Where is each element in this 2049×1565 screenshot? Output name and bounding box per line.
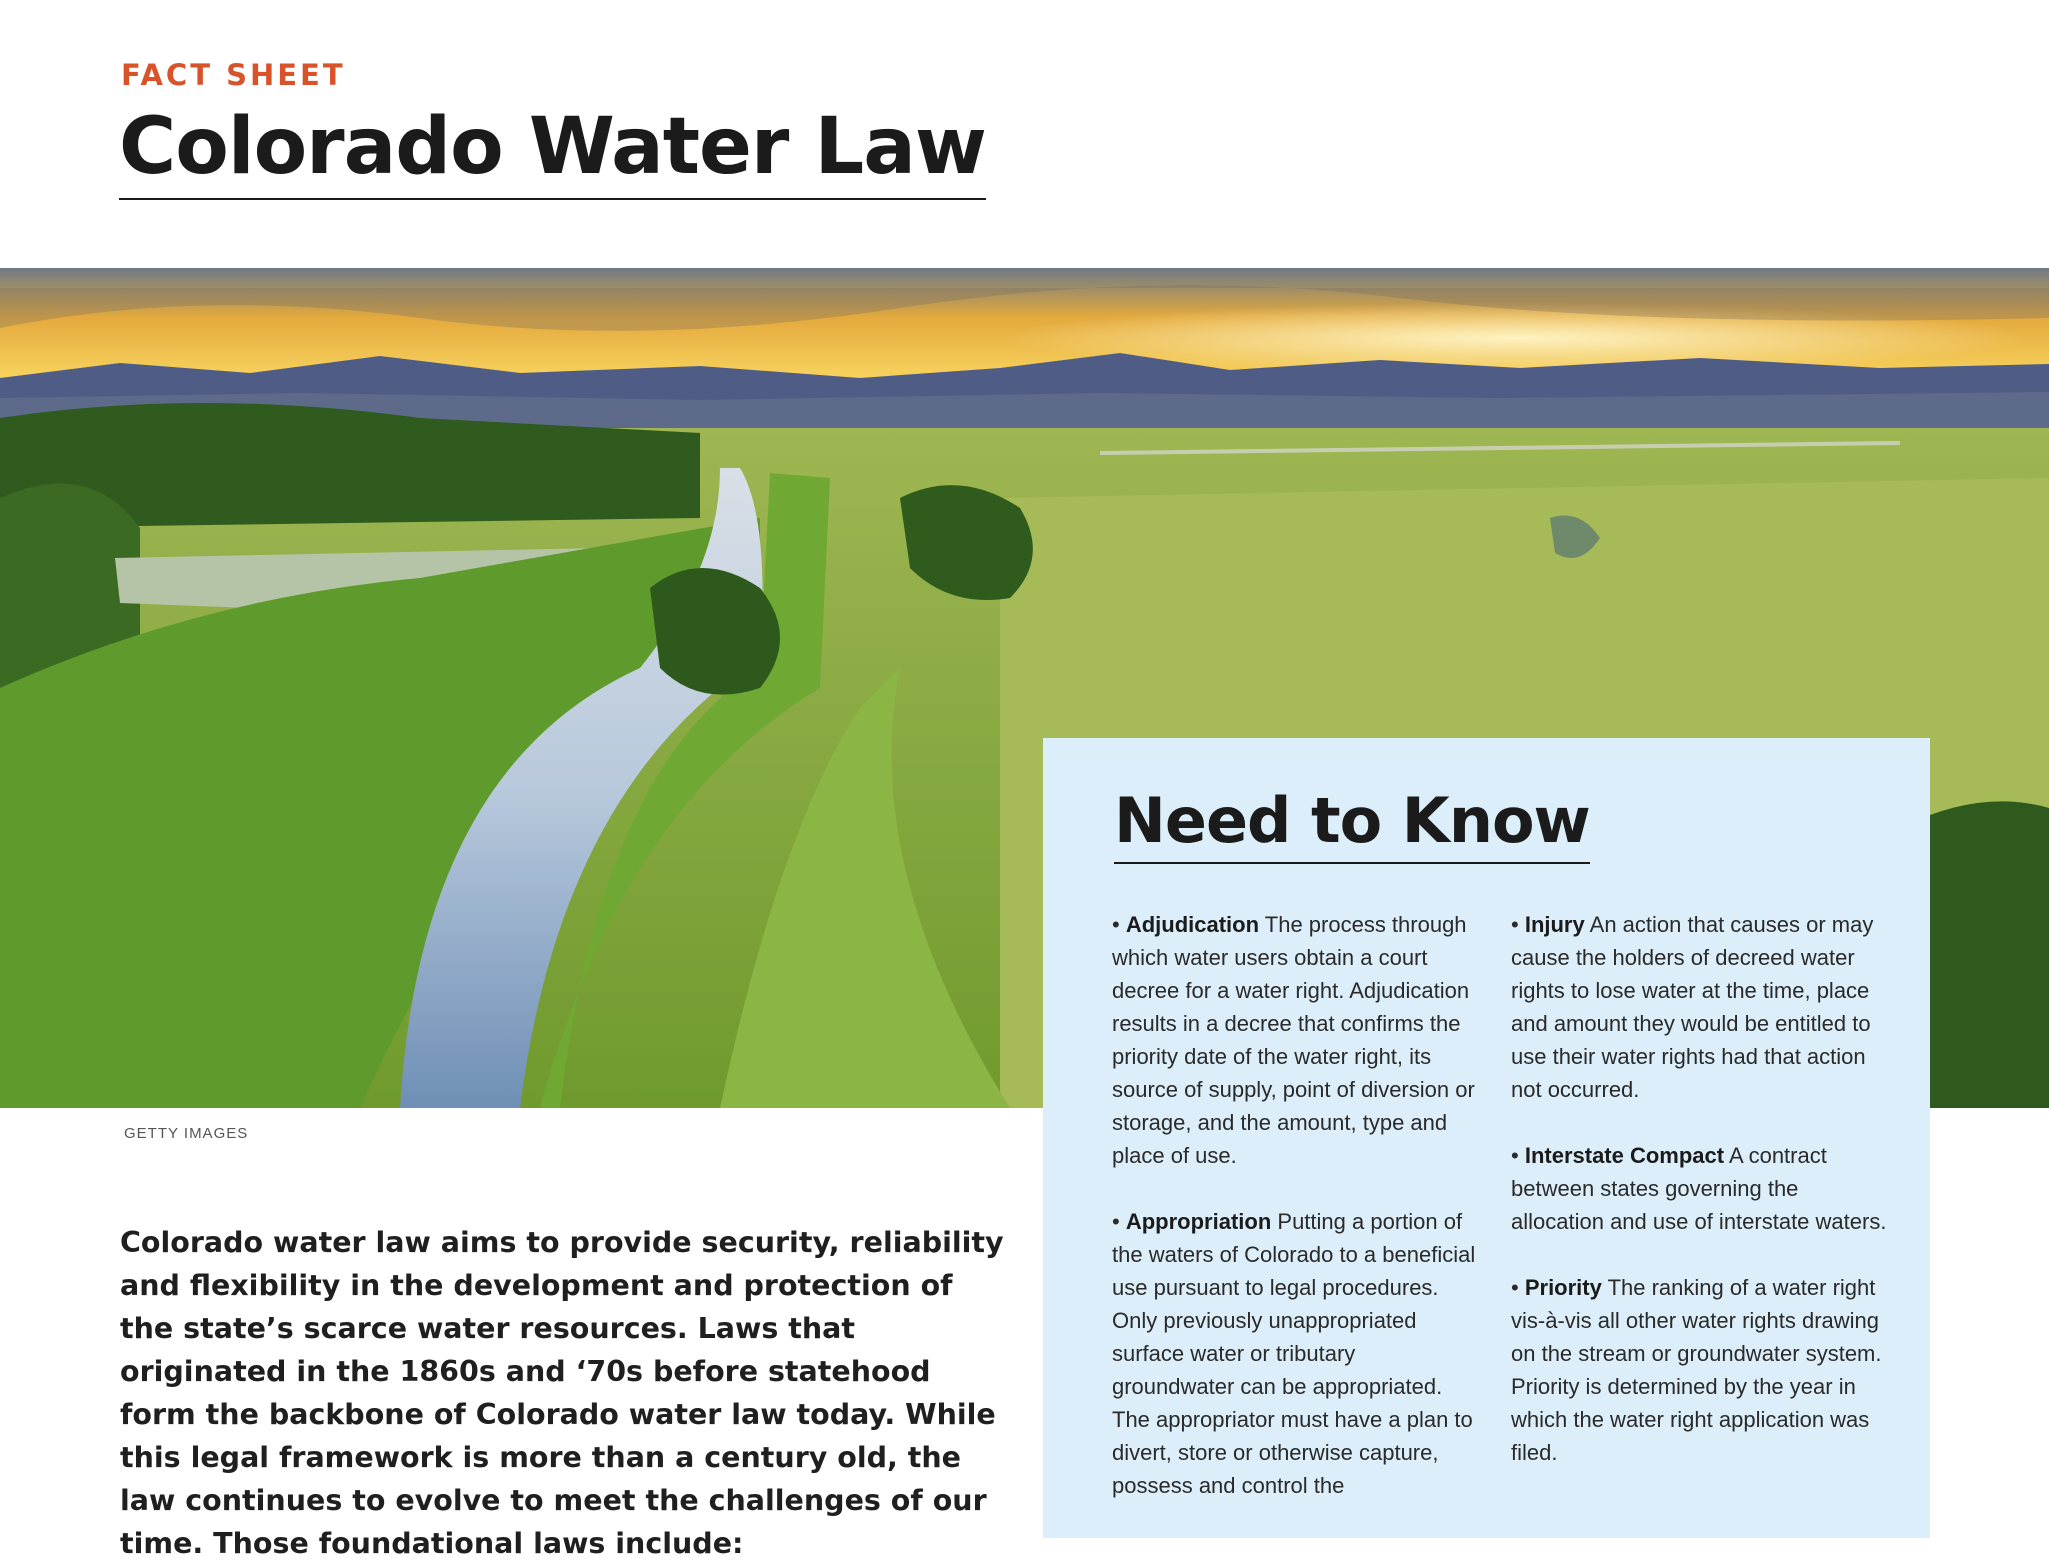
glossary-item-interstate-compact: • Interstate Compact A contract between states governing the allocation and use of interstate waters. — [1511, 1143, 1887, 1234]
glossary-definition: The process through which water users obtain a court decree for a water right. Adjudication results in a decree that confirms the priority date of the water right, its source of supply, point of diversion or storage, and the amount, type and place of use. — [1112, 912, 1475, 1168]
intro-paragraph: Colorado water law aims to provide security, reliability and flexibility in the development and protection of the state’s scarce water resources. Laws that originated in the 1860s and ‘70s before statehood form the backbone of Colorado water law today. While this legal framework is more than a century old, the law continues to evolve to meet the challenges of our time. Those foundational laws include: — [120, 1226, 1004, 1560]
glossary-item-injury: • Injury An action that causes or may cause the holders of decreed water rights to lose water at the time, place and amount they would be entitled to use their water rights had that action not occurred. — [1511, 912, 1874, 1102]
glossary-definition: A contract between states governing the allocation and use of interstate waters. — [1511, 1143, 1887, 1234]
glossary-term: Interstate Compact — [1524, 1143, 1725, 1168]
glossary-item-appropriation: • Appropriation Putting a portion of the waters of Colorado to a beneficial use pursuant to legal procedures. Only previously unappropriated surface water or tributary groundwater can be appropriated. The appropriator must have a plan to divert, store or otherwise capture, possess and control the — [1112, 1209, 1476, 1498]
glossary-definition: The ranking of a water right vis-à-vis all other water rights drawing on the stream or groundwater system. Priority is determined by the year in which the water right application was filed. — [1511, 1275, 1882, 1465]
page-title: Colorado Water Law — [119, 108, 986, 200]
glossary-column-right — [1511, 908, 1891, 1502]
fact-sheet-label: FACT SHEET — [121, 58, 346, 92]
glossary-item-adjudication: • Adjudication The process through which water users obtain a court decree for a water right. Adjudication results in a decree that confirms the priority date of the water right, its source of supply, point of diversion or storage, and the amount, type and place of use. — [1112, 912, 1475, 1168]
glossary-item-priority: • Priority The ranking of a water right vis-à-vis all other water rights drawing on the stream or groundwater system. Priority is determined by the year in which the water right application was filed. — [1511, 1275, 1882, 1465]
need-to-know-panel — [1043, 738, 1930, 1538]
glossary-column-left — [1112, 908, 1477, 1535]
need-to-know-title: Need to Know — [1114, 790, 1590, 864]
glossary-definition: An action that causes or may cause the holders of decreed water rights to lose water at the time, place and amount they would be entitled to use their water rights had that action not occurred. — [1511, 912, 1874, 1102]
glossary-term: Appropriation — [1125, 1209, 1272, 1234]
photo-credit: GETTY IMAGES — [124, 1125, 249, 1142]
glossary-term: Injury — [1524, 912, 1585, 937]
glossary-definition: Putting a portion of the waters of Colorado to a beneficial use pursuant to legal procedures. Only previously unappropriated surface water or tributary groundwater can be appropriated. The appropriator must have a plan to divert, store or otherwise capture, possess and control the — [1112, 1209, 1476, 1498]
glossary-term: Priority — [1524, 1275, 1602, 1300]
glossary-term: Adjudication — [1125, 912, 1260, 937]
